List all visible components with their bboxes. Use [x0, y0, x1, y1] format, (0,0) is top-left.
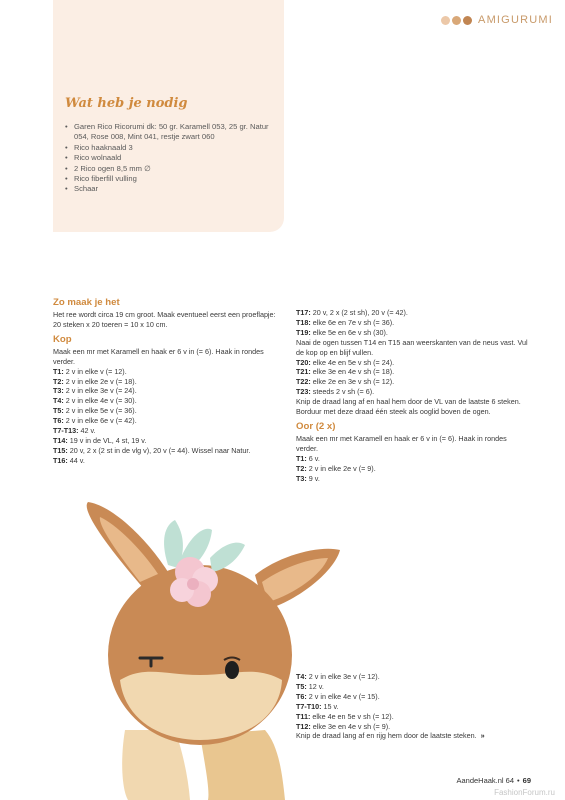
header-dot-2 — [452, 16, 461, 25]
round-row: T18: elke 6e en 7e v sh (= 36). — [296, 317, 395, 327]
page-footer — [456, 776, 531, 785]
materials-box — [53, 0, 284, 232]
deer-muzzle — [120, 672, 282, 740]
intro-text: Het ree wordt circa 19 cm groot. Maak eventueel eerst een proeflapje: 20 steken x 20 toeren = 10 x 10 cm. — [53, 310, 276, 329]
round-row: T23: steeds 2 v sh (= 6). — [296, 387, 375, 397]
round-row: T3: 2 v in elke 3e v (= 24). — [53, 386, 137, 396]
round-row: T11: elke 4e en 5e v sh (= 12). — [296, 711, 394, 721]
round-row: T12: elke 3e en 4e v sh (= 9). — [296, 721, 391, 731]
footer-bullet-icon: • — [517, 776, 520, 785]
instructions-right-column — [296, 308, 528, 484]
heading-instructions: Zo maak je het — [53, 297, 120, 308]
kop-intro: Maak een mr met Karamell en haak er 6 v in (= 6). Haak in rondes verder. — [53, 346, 264, 366]
materials-item: • Schaar — [65, 184, 275, 194]
section-title: AMIGURUMI — [478, 14, 553, 26]
header-dots — [441, 16, 472, 25]
header-dot-3 — [463, 16, 472, 25]
round-row: T2: 2 v in elke 2e v (= 18). — [53, 376, 137, 386]
note-eyes: Naai de ogen tussen T14 en T15 aan weerskanten van de neus vast. Vul de kop op en blijf vullen. — [296, 337, 528, 357]
materials-item: • Rico haaknaald 3 — [65, 143, 275, 153]
round-row: T21: elke 3e en 4e v sh (= 18). — [296, 367, 395, 377]
materials-title: Wat heb je nodig — [65, 96, 188, 111]
watermark: FashionForum.ru — [494, 788, 555, 797]
round-row: T19: elke 5e en 6e v sh (30). — [296, 327, 388, 337]
round-row: T7-T13: 42 v. — [53, 426, 96, 436]
round-row: T20: elke 4e en 5e v sh (= 24). — [296, 357, 395, 367]
round-row: T5: 12 v. — [296, 681, 324, 691]
materials-item: • 2 Rico ogen 8,5 mm ∅ — [65, 164, 275, 174]
note-finish-ear: Knip de draad lang af en rijg hem door de laatste steken. » — [296, 731, 485, 741]
round-row: T7-T10: 15 v. — [296, 701, 339, 711]
round-row: T14: 19 v in de VL, 4 st, 19 v. — [53, 435, 147, 445]
kop-rows — [53, 367, 285, 466]
round-row: T5: 2 v in elke 5e v (= 36). — [53, 406, 137, 416]
round-row: T4: 2 v in elke 3e v (= 12). — [296, 672, 380, 681]
round-row: T1: 2 v in elke v (= 12). — [53, 366, 127, 376]
oor-intro: Maak een mr met Karamell en haak er 6 v in (= 6). Haak in rondes verder. — [296, 433, 507, 453]
round-row: T2: 2 v in elke 2e v (= 9). — [296, 463, 376, 473]
materials-item: • Rico wolnaald — [65, 153, 275, 163]
round-row: T6: 2 v in elke 4e v (= 15). — [296, 691, 380, 701]
round-row: T22: elke 2e en 3e v sh (= 12). — [296, 377, 395, 387]
round-row: T1: 6 v. — [296, 453, 320, 463]
deer-eye — [225, 661, 239, 679]
materials-item: • Garen Rico Ricorumi dk: 50 gr. Karamell 053, 25 gr. Natur 054, Rose 008, Mint 041, restje zwart 060 — [65, 122, 275, 143]
round-row: T3: 9 v. — [296, 473, 320, 483]
leaf-3 — [210, 543, 245, 572]
section-header — [441, 14, 553, 26]
continue-arrow-icon: » — [480, 731, 485, 741]
note-finish-head: Knip de draad lang af en haal hem door de VL van de laatste 6 steken. Borduur met deze draad één steek als ooglid boven de ogen. — [296, 397, 521, 417]
header-dot-1 — [441, 16, 450, 25]
materials-list — [65, 122, 275, 195]
round-row: T15: 20 v, 2 x (2 st in de vlg v), 20 v (= 44). Wissel naar Natur. — [53, 445, 251, 455]
instructions-left-column — [53, 297, 285, 466]
round-row: T17: 20 v, 2 x (2 st sh), 20 v (= 42). — [296, 308, 408, 317]
materials-item: • Rico fiberfill vulling — [65, 174, 275, 184]
heading-kop: Kop — [53, 333, 72, 345]
round-row: T4: 2 v in elke 4e v (= 30). — [53, 396, 137, 406]
round-row: T6: 2 v in elke 6e v (= 42). — [53, 416, 137, 426]
heading-oor: Oor (2 x) — [296, 420, 336, 432]
page-number: 69 — [522, 776, 531, 785]
round-row: T16: 44 v. — [53, 455, 85, 465]
deer-photo — [50, 490, 350, 800]
footer-site: AandeHaak.nl 64 — [456, 776, 515, 785]
